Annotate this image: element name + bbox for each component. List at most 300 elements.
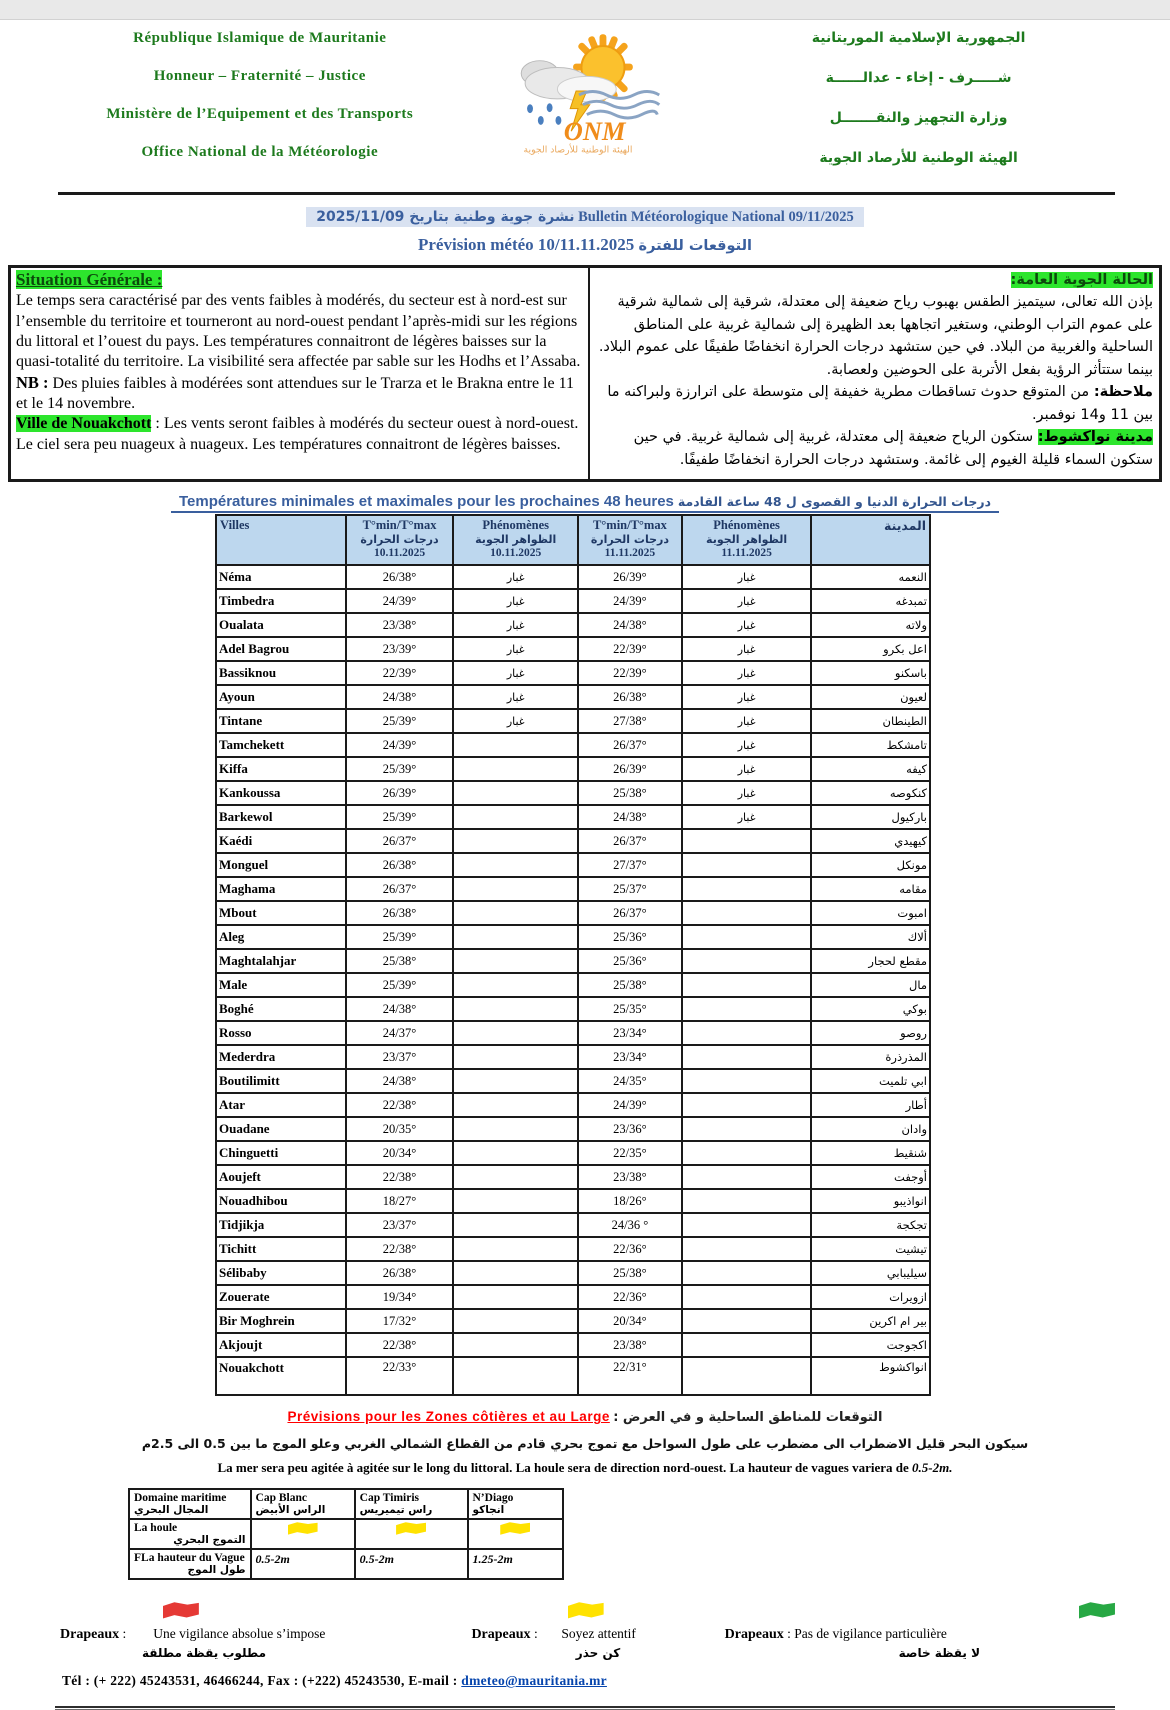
table-row <box>216 997 930 1021</box>
hauteur-cap-timiris: 0.5-2m <box>355 1549 468 1579</box>
table-row <box>216 781 930 805</box>
footer-divider-line <box>55 1706 1115 1710</box>
tminmax-day1-value: 23/38° <box>346 613 454 637</box>
tminmax-day2-value: 22/36° <box>578 1285 682 1309</box>
scan-edge-strip <box>0 0 1170 20</box>
phenomene-day1-value <box>453 1045 578 1069</box>
tminmax-day1-value: 26/39° <box>346 781 454 805</box>
office-fr: Office National de la Météorologie <box>141 144 379 160</box>
phenomene-day2-value: غبار <box>682 733 812 757</box>
coastal-title-fr: Prévisions pour les Zones côtières et au Large <box>287 1409 610 1425</box>
yellow-flag-icon <box>568 1602 604 1619</box>
city-name-fr: Zouerate <box>216 1285 346 1309</box>
city-name-ar: اكجوجت <box>811 1333 930 1357</box>
city-name-ar: بوكي <box>811 997 930 1021</box>
ministry-fr: Ministère de l’Equipement et des Transports <box>106 106 414 122</box>
table-row <box>216 1021 930 1045</box>
tminmax-day1-value: 24/37° <box>346 1021 454 1045</box>
city-name-fr: Akjoujt <box>216 1333 346 1357</box>
table-row <box>216 709 930 733</box>
tminmax-day1-value: 26/37° <box>346 829 454 853</box>
city-name-ar: مال <box>811 973 930 997</box>
green-flag-icon <box>1079 1602 1115 1619</box>
phenomene-day1-value <box>453 1309 578 1333</box>
tminmax-day2-value: 25/35° <box>578 997 682 1021</box>
legend-text-red: Une vigilance absolue s’impose <box>153 1626 326 1642</box>
phenomene-day2-value <box>682 1165 812 1189</box>
maritime-col-domaine: Domaine maritime المجال البحري <box>129 1489 251 1519</box>
tminmax-day1-value: 26/38° <box>346 1261 454 1285</box>
tminmax-day1-value: 25/39° <box>346 805 454 829</box>
flags-legend <box>60 1606 1115 1660</box>
phenomene-day1-value <box>453 1189 578 1213</box>
wave-height-range: 0.5-2m. <box>912 1460 953 1476</box>
tminmax-day1-value: 25/38° <box>346 949 454 973</box>
table-row <box>216 949 930 973</box>
phenomene-day2-value <box>682 829 812 853</box>
tminmax-day1-value: 19/34° <box>346 1285 454 1309</box>
phenomene-day1-value: غبار <box>453 637 578 661</box>
motto-ar: شـــــرف - إخاء - عدالــــــة <box>825 70 1012 86</box>
header-arabic-block <box>697 30 1140 190</box>
tminmax-day2-value: 20/34° <box>578 1309 682 1333</box>
phenomene-day2-value <box>682 1117 812 1141</box>
city-name-ar: مقطع لحجار <box>811 949 930 973</box>
yellow-flag-icon <box>288 1522 318 1535</box>
tminmax-day2-value: 23/38° <box>578 1333 682 1357</box>
phenomene-day1-value: غبار <box>453 685 578 709</box>
phenomene-day1-value <box>453 1117 578 1141</box>
table-row <box>216 1285 930 1309</box>
office-ar: الهيئة الوطنية للأرصاد الجوية <box>819 150 1018 166</box>
nouakchott-text-fr: : Les vents seront faibles à modérés du secteur ouest à nord-ouest. Le ciel sera peu nuageux à nuageux. Les températures connaitront de légères baisses. <box>16 415 579 453</box>
phenomene-day2-value <box>682 997 812 1021</box>
city-name-fr: Mbout <box>216 901 346 925</box>
tminmax-day2-value: 22/39° <box>578 637 682 661</box>
city-name-fr: Boutilimitt <box>216 1069 346 1093</box>
city-name-ar: ابي تلميت <box>811 1069 930 1093</box>
table-row <box>216 1165 930 1189</box>
nouakchott-label-fr: Ville de Nouakchott <box>16 415 152 433</box>
tminmax-day2-value: 27/38° <box>578 709 682 733</box>
phenomene-day2-value: غبار <box>682 781 812 805</box>
legend-arabic-red: مطلوب يقظة مطلقة <box>142 1646 266 1661</box>
sea-state-french-text: La mer sera peu agitée à agitée sur le long du littoral. La houle sera de direction nord-ouest. La hauteur de vagues variera de <box>217 1460 913 1476</box>
city-name-fr: Monguel <box>216 853 346 877</box>
city-name-ar: تمبدغه <box>811 589 930 613</box>
yellow-flag-icon <box>396 1522 426 1535</box>
tminmax-day2-value: 24/39° <box>578 589 682 613</box>
city-name-fr: Mederdra <box>216 1045 346 1069</box>
nouakchott-text-ar: ستكون الرياح ضعيفة إلى معتدلة، غربية إلى شمالية غربية. في حين ستكون السماء قليلة الغيوم إلى غائمة. وستشهد درجات الحرارة انخفاضًا طفيفًا. <box>633 429 1153 468</box>
temperatures-table <box>215 514 931 1396</box>
tminmax-day1-value: 22/39° <box>346 661 454 685</box>
tminmax-day1-value: 25/39° <box>346 709 454 733</box>
table-row <box>216 1141 930 1165</box>
col-header-phenomenes-day2: Phénomènes الظواهر الجوية 11.11.2025 <box>682 515 812 565</box>
phenomene-day2-value <box>682 1213 812 1237</box>
city-name-ar: تامشكط <box>811 733 930 757</box>
situation-paragraph-fr: Le temps sera caractérisé par des vents faibles à modérés, du secteur est à nord-est sur l’ensemble du territoire et tourneront au nord-ouest pendant l’après-midi sur les régions du littoral et l’ouest du pays. Les températures connaitront de légères baisses sur la quasi-totalité du territoire. La visibilité sera affectée par sable sur les Hodhs et l’Assaba. <box>16 292 581 371</box>
city-name-fr: Maghama <box>216 877 346 901</box>
phenomene-day2-value <box>682 1189 812 1213</box>
legend-text-yellow: Soyez attentif <box>561 1626 636 1642</box>
tminmax-day2-value: 22/36° <box>578 1237 682 1261</box>
phenomene-day1-value <box>453 1141 578 1165</box>
tminmax-day1-value: 25/39° <box>346 925 454 949</box>
city-name-ar: انواذيبو <box>811 1189 930 1213</box>
table-row <box>216 613 930 637</box>
maritime-houle-row <box>129 1519 563 1549</box>
table-row <box>216 1045 930 1069</box>
city-name-fr: Nouakchott <box>216 1357 346 1395</box>
ministry-ar: وزارة التجهيز والنقـــــــل <box>829 110 1008 126</box>
table-row <box>216 1309 930 1333</box>
tminmax-day2-value: 26/39° <box>578 757 682 781</box>
contact-line <box>62 1673 1170 1689</box>
bulletin-title-ar: نشرة جوية وطنية بتاريخ 2025/11/09 <box>316 209 575 225</box>
prevision-title-line <box>0 235 1170 255</box>
temperatures-table-body <box>216 565 930 1395</box>
city-name-ar: مونكل <box>811 853 930 877</box>
tminmax-day2-value: 24/38° <box>578 613 682 637</box>
email-link[interactable]: dmeteo@mauritania.mr <box>461 1673 607 1689</box>
phenomene-day2-value <box>682 1045 812 1069</box>
maritime-hauteur-row <box>129 1549 563 1579</box>
legend-yellow-flag-item: Drapeaux : Soyez attentif كن حذر <box>471 1606 724 1660</box>
tminmax-day1-value: 17/32° <box>346 1309 454 1333</box>
table-row <box>216 565 930 589</box>
onm-logo-graphic <box>485 30 671 156</box>
phenomene-day1-value <box>453 805 578 829</box>
phenomene-day2-value: غبار <box>682 805 812 829</box>
phenomene-day1-value <box>453 949 578 973</box>
table-row <box>216 1117 930 1141</box>
tminmax-day2-value: 22/35° <box>578 1141 682 1165</box>
tminmax-day1-value: 22/38° <box>346 1333 454 1357</box>
tminmax-day1-value: 24/39° <box>346 589 454 613</box>
phenomene-day1-value: غبار <box>453 613 578 637</box>
situation-box <box>8 265 1162 482</box>
phenomene-day2-value <box>682 973 812 997</box>
temps-title-fr: Températures minimales et maximales pour les prochaines 48 heures <box>178 493 674 511</box>
table-row <box>216 973 930 997</box>
tminmax-day1-value: 23/37° <box>346 1213 454 1237</box>
temperatures-table-header-row <box>216 515 930 565</box>
city-name-fr: Barkewol <box>216 805 346 829</box>
phenomene-day2-value: غبار <box>682 685 812 709</box>
hauteur-ndiago: 1.25-2m <box>468 1549 564 1579</box>
phenomene-day2-value <box>682 1021 812 1045</box>
city-name-fr: Néma <box>216 565 346 589</box>
city-name-fr: Bassiknou <box>216 661 346 685</box>
red-flag-icon <box>163 1602 199 1619</box>
col-header-tminmax-day1: T°min/T°max درجات الحرارة 10.11.2025 <box>346 515 454 565</box>
situation-paragraph-ar: بإذن الله تعالى، سيتميز الطقس بهبوب رياح ضعيفة إلى معتدلة، شرقية إلى شمالية شرقية على عموم التراب الوطني، وستغير اتجاهها بعد الظهيرة إلى شمالية غربية على المناطق الساحلية والغربية من البلاد. في حين ستشهد درجات الحرارة انخفاضًا طفيفًا على عموم البلاد. بينما ستتأثر الرؤية بفعل الأتربة على الحوضين ولعصابة. <box>598 294 1153 378</box>
city-name-fr: Oualata <box>216 613 346 637</box>
phenomene-day2-value <box>682 877 812 901</box>
houle-cap-blanc <box>251 1519 355 1549</box>
sea-state-french <box>0 1460 1170 1476</box>
table-row <box>216 1069 930 1093</box>
tminmax-day2-value: 26/38° <box>578 685 682 709</box>
city-name-ar: المذرذرة <box>811 1045 930 1069</box>
city-name-ar: مقامه <box>811 877 930 901</box>
city-name-fr: Male <box>216 973 346 997</box>
document-header <box>0 20 1170 190</box>
city-name-ar: بير ام اكرين <box>811 1309 930 1333</box>
tminmax-day2-value: 26/39° <box>578 565 682 589</box>
tminmax-day1-value: 25/39° <box>346 757 454 781</box>
phenomene-day1-value <box>453 877 578 901</box>
city-name-fr: Ayoun <box>216 685 346 709</box>
city-name-ar: ولاته <box>811 613 930 637</box>
city-name-fr: Boghé <box>216 997 346 1021</box>
tminmax-day1-value: 25/39° <box>346 973 454 997</box>
table-row <box>216 1237 930 1261</box>
city-name-ar: سيليبابي <box>811 1261 930 1285</box>
phenomene-day1-value <box>453 1237 578 1261</box>
maritime-col-cap-timiris: Cap Timiris راس تيميريس <box>355 1489 468 1519</box>
phenomene-day1-value <box>453 1333 578 1357</box>
city-name-ar: روصو <box>811 1021 930 1045</box>
col-header-phenomenes-day1: Phénomènes الظواهر الجوية 10.11.2025 <box>453 515 578 565</box>
phenomene-day1-value <box>453 1165 578 1189</box>
city-name-fr: Kaédi <box>216 829 346 853</box>
phenomene-day1-value <box>453 901 578 925</box>
tminmax-day2-value: 24/35° <box>578 1069 682 1093</box>
col-header-tminmax-day2: T°min/T°max درجات الحرارة 11.11.2025 <box>578 515 682 565</box>
city-name-fr: Maghtalahjar <box>216 949 346 973</box>
table-row <box>216 925 930 949</box>
phenomene-day2-value: غبار <box>682 565 812 589</box>
republic-title-ar: الجمهورية الإسلامية الموريتانية <box>811 30 1026 46</box>
phenomene-day2-value: غبار <box>682 709 812 733</box>
legend-red-flag-item: Drapeaux : Une vigilance absolue s’impose مطلوب يقظة مطلقة <box>60 1606 471 1660</box>
city-name-ar: ازويرات <box>811 1285 930 1309</box>
tminmax-day2-value: 25/38° <box>578 781 682 805</box>
temps-title-ar: درجات الحرارة الدنيا و القصوى ل 48 ساعة القادمة <box>677 494 992 510</box>
tminmax-day2-value: 25/36° <box>578 925 682 949</box>
situation-heading-ar: الحالة الجوية العامة: <box>1010 272 1153 288</box>
tminmax-day1-value: 20/35° <box>346 1117 454 1141</box>
city-name-fr: Kankoussa <box>216 781 346 805</box>
prevision-title-ar: التوقعات للفترة <box>638 238 752 254</box>
phenomene-day2-value <box>682 853 812 877</box>
city-name-ar: باسكنو <box>811 661 930 685</box>
city-name-ar: امبوت <box>811 901 930 925</box>
city-name-fr: Bir Moghrein <box>216 1309 346 1333</box>
table-row <box>216 1357 930 1395</box>
city-name-ar: تيشيت <box>811 1237 930 1261</box>
phenomene-day2-value: غبار <box>682 637 812 661</box>
table-row <box>216 877 930 901</box>
phenomene-day2-value: غبار <box>682 613 812 637</box>
tminmax-day1-value: 24/39° <box>346 733 454 757</box>
city-name-ar: النعمه <box>811 565 930 589</box>
tminmax-day2-value: 22/39° <box>578 661 682 685</box>
phenomene-day1-value <box>453 1069 578 1093</box>
city-name-ar: كيهيدي <box>811 829 930 853</box>
houle-ndiago <box>468 1519 564 1549</box>
legend-text-green: Pas de vigilance particulière <box>794 1626 947 1642</box>
tminmax-day1-value: 24/38° <box>346 685 454 709</box>
maritime-header-row <box>129 1489 563 1519</box>
table-row <box>216 1189 930 1213</box>
republic-title-fr: République Islamique de Mauritanie <box>133 30 387 46</box>
phenomene-day1-value <box>453 1285 578 1309</box>
bulletin-title-line <box>0 208 1170 226</box>
sea-state-arabic: سيكون البحر قليل الاضطراب الى مضطرب على طول السواحل مع تموج بحري قادم من القطاع الشمالي الغربي وعلو الموج ما بين 0.5 الى 2.5م <box>141 1436 1029 1452</box>
hauteur-label: FLa hauteur du Vague طول الموج <box>129 1549 251 1579</box>
city-name-fr: Tamchekett <box>216 733 346 757</box>
tminmax-day1-value: 23/39° <box>346 637 454 661</box>
table-row <box>216 805 930 829</box>
city-name-fr: Nouadhibou <box>216 1189 346 1213</box>
phenomene-day1-value: غبار <box>453 661 578 685</box>
tminmax-day1-value: 26/38° <box>346 565 454 589</box>
legend-label: Drapeaux <box>724 1627 784 1643</box>
city-name-fr: Sélibaby <box>216 1261 346 1285</box>
city-name-fr: Atar <box>216 1093 346 1117</box>
table-row <box>216 853 930 877</box>
tminmax-day2-value: 24/36 ° <box>578 1213 682 1237</box>
phenomene-day2-value <box>682 1093 812 1117</box>
phenomene-day2-value: غبار <box>682 661 812 685</box>
header-french-block <box>60 30 460 182</box>
city-name-fr: Tichitt <box>216 1237 346 1261</box>
table-row <box>216 637 930 661</box>
phenomene-day2-value <box>682 949 812 973</box>
phenomene-day1-value <box>453 733 578 757</box>
tminmax-day2-value: 25/38° <box>578 1261 682 1285</box>
tminmax-day2-value: 18/26° <box>578 1189 682 1213</box>
tminmax-day2-value: 27/37° <box>578 853 682 877</box>
phenomene-day2-value <box>682 1261 812 1285</box>
phenomene-day2-value <box>682 925 812 949</box>
city-name-ar: كيفه <box>811 757 930 781</box>
phenomene-day2-value <box>682 1141 812 1165</box>
table-row <box>216 589 930 613</box>
city-name-fr: Tintane <box>216 709 346 733</box>
city-name-fr: Rosso <box>216 1021 346 1045</box>
rain-icon <box>527 103 561 125</box>
table-row <box>216 901 930 925</box>
city-name-fr: Ouadane <box>216 1117 346 1141</box>
legend-arabic-yellow: كن حذر <box>575 1646 621 1661</box>
tminmax-day1-value: 23/37° <box>346 1045 454 1069</box>
phenomene-day1-value <box>453 1213 578 1237</box>
table-row <box>216 1093 930 1117</box>
city-name-ar: تجكجة <box>811 1213 930 1237</box>
onm-arabic-caption: الهيئة الوطنية للأرصاد الجوية <box>523 144 633 156</box>
phenomene-day1-value <box>453 973 578 997</box>
tminmax-day2-value: 22/31° <box>578 1357 682 1395</box>
onm-logo <box>460 30 698 156</box>
legend-label: Drapeaux <box>60 1627 120 1643</box>
tminmax-day1-value: 26/37° <box>346 877 454 901</box>
tminmax-day1-value: 22/38° <box>346 1093 454 1117</box>
city-name-ar: شنقيط <box>811 1141 930 1165</box>
phenomene-day1-value <box>453 781 578 805</box>
tminmax-day1-value: 24/38° <box>346 1069 454 1093</box>
contact-text: Tél : (+ 222) 45243531, 46466244, Fax : (+222) 45243530, E-mail : <box>62 1673 462 1689</box>
houle-cap-timiris <box>355 1519 468 1549</box>
city-name-fr: Aoujeft <box>216 1165 346 1189</box>
city-name-ar: أطار <box>811 1093 930 1117</box>
tminmax-day1-value: 24/38° <box>346 997 454 1021</box>
table-row <box>216 1213 930 1237</box>
city-name-fr: Tidjikja <box>216 1213 346 1237</box>
city-name-ar: انواكشوط <box>811 1357 930 1395</box>
maritime-col-cap-blanc: Cap Blanc الراس الأبيض <box>251 1489 355 1519</box>
city-name-fr: Adel Bagrou <box>216 637 346 661</box>
phenomene-day2-value <box>682 1069 812 1093</box>
phenomene-day2-value <box>682 1309 812 1333</box>
nouakchott-label-ar: مدينة نواكشوط: <box>1037 429 1153 446</box>
legend-label: Drapeaux <box>471 1627 531 1643</box>
situation-french-column <box>11 268 590 479</box>
header-divider-line <box>58 192 1115 195</box>
tminmax-day2-value: 24/38° <box>578 805 682 829</box>
table-row <box>216 733 930 757</box>
city-name-fr: Timbedra <box>216 589 346 613</box>
city-name-fr: Kiffa <box>216 757 346 781</box>
coastal-section-title <box>0 1409 1170 1425</box>
table-row <box>216 757 930 781</box>
legend-green-flag-item: Drapeaux : Pas de vigilance particulière لا يقظة خاصة <box>725 1606 1115 1660</box>
table-row <box>216 685 930 709</box>
tminmax-day1-value: 26/38° <box>346 901 454 925</box>
tminmax-day2-value: 23/34° <box>578 1021 682 1045</box>
phenomene-day1-value <box>453 1357 578 1395</box>
legend-arabic-green: لا يقظة خاصة <box>898 1646 981 1661</box>
city-name-ar: وادان <box>811 1117 930 1141</box>
hauteur-cap-blanc: 0.5-2m <box>251 1549 355 1579</box>
tminmax-day1-value: 26/38° <box>346 853 454 877</box>
col-header-villes: Villes <box>216 515 346 565</box>
tminmax-day1-value: 22/38° <box>346 1237 454 1261</box>
city-name-ar: ألاك <box>811 925 930 949</box>
phenomene-day1-value <box>453 925 578 949</box>
onm-wordmark: ONM <box>564 115 626 146</box>
prevision-title-fr: Prévision météo 10/11.11.2025 <box>418 235 635 254</box>
phenomene-day2-value <box>682 901 812 925</box>
city-name-ar: الطينطان <box>811 709 930 733</box>
bulletin-title-fr: Bulletin Météorologique National 09/11/2025 <box>578 209 854 225</box>
phenomene-day2-value <box>682 1285 812 1309</box>
phenomene-day1-value <box>453 853 578 877</box>
phenomene-day1-value <box>453 1261 578 1285</box>
city-name-ar: باركيول <box>811 805 930 829</box>
nb-text-ar: من المتوقع حدوث تساقطات مطرية خفيفة إلى متوسطة على اترارزة ولبراكنه ما بين 11 و14 نوفمبر. <box>607 384 1153 423</box>
table-row <box>216 1261 930 1285</box>
phenomene-day1-value: غبار <box>453 589 578 613</box>
phenomene-day1-value: غبار <box>453 565 578 589</box>
tminmax-day2-value: 25/37° <box>578 877 682 901</box>
situation-arabic-column <box>590 268 1159 479</box>
city-name-ar: اعل بكرو <box>811 637 930 661</box>
tminmax-day1-value: 20/34° <box>346 1141 454 1165</box>
nb-text-fr: Des pluies faibles à modérées sont attendues sur le Trarza et le Brakna entre le 11 et le 14 novembre. <box>16 374 575 412</box>
phenomene-day1-value <box>453 757 578 781</box>
city-name-ar: كنكوصه <box>811 781 930 805</box>
phenomene-day2-value: غبار <box>682 589 812 613</box>
phenomene-day1-value <box>453 829 578 853</box>
tminmax-day1-value: 18/27° <box>346 1189 454 1213</box>
phenomene-day2-value <box>682 1333 812 1357</box>
temperatures-table-title <box>0 493 1170 511</box>
